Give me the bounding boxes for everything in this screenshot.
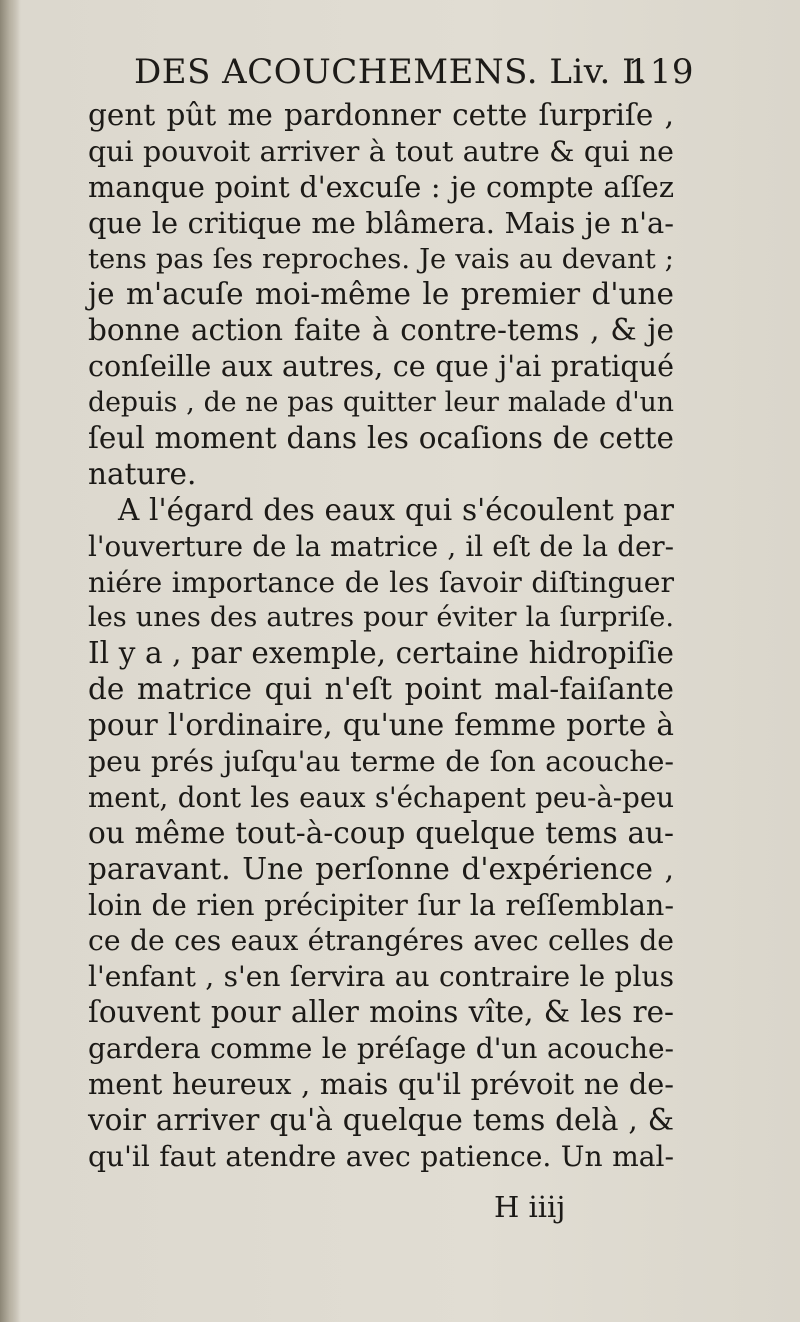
text-line: paravant. Une perſonne d'expérience , (88, 851, 674, 886)
text-line: qui pouvoit arriver à tout autre & qui ne (88, 134, 674, 168)
text-line: que le critique me blâmera. Mais je n'a- (88, 205, 674, 240)
text-line: pour l'ordinaire, qu'une femme porte à (88, 708, 674, 743)
text-line: gent pût me pardonner cette ſurpriſe , (88, 98, 674, 132)
page-number: 119 (627, 52, 694, 92)
text-line: de matrice qui n'eſt point mal-faiſante (88, 672, 674, 707)
text-line: les unes des autres pour éviter la ſurpriſe. (88, 602, 674, 634)
text-line: loin de rien précipiter ſur la reſſemblan- (88, 887, 674, 922)
running-title: DES ACOUCHEMENS. Liv. I. (134, 52, 648, 92)
paragraph-start-line: A l'égard des eaux qui s'écoulent par (118, 492, 674, 527)
text-line: conſeille aux autres, ce que j'ai pratiqué (88, 349, 674, 384)
text-line: Il y a , par exemple, certaine hidropiſie (88, 636, 674, 671)
text-line: gardera comme le préſage d'un acouche- (88, 1032, 674, 1066)
running-header (134, 52, 694, 100)
text-line: niére importance de les ſavoir diſtinguer (88, 565, 674, 599)
text-line: tens pas ſes reproches. Je vais au devant ; (88, 243, 674, 275)
text-line: peu prés juſqu'au terme de ſon acouche- (88, 745, 674, 779)
text-line: ment, dont les eaux s'échapent peu-à-peu (88, 780, 674, 814)
text-line: voir arriver qu'à quelque tems delà , & (88, 1102, 674, 1137)
signature-mark: H iiij (494, 1190, 566, 1224)
page-gutter-shadow (0, 0, 20, 1322)
text-line: l'enfant , s'en ſervira au contraire le plus (88, 960, 674, 994)
text-line: l'ouverture de la matrice , il eſt de la der- (88, 529, 674, 563)
text-line: bonne action faite à contre-tems , & je (88, 313, 674, 348)
text-line: ment heureux , mais qu'il prévoit ne de- (88, 1067, 674, 1102)
text-line: depuis , de ne pas quitter leur malade d'un (88, 387, 674, 419)
paragraph-end-line: nature. (88, 456, 197, 491)
text-line: qu'il faut atendre avec patience. Un mal- (88, 1139, 674, 1173)
text-line: ſeul moment dans les ocaſions de cette (88, 421, 674, 456)
text-line: manque point d'excuſe : je compte aſſez (88, 169, 674, 204)
text-line: je m'acuſe moi-même le premier d'une (88, 277, 674, 312)
text-line: ce de ces eaux étrangéres avec celles de (88, 924, 674, 958)
text-line: ou même tout-à-coup quelque tems au- (88, 815, 674, 850)
text-line: ſouvent pour aller moins vîte, & les re- (88, 995, 674, 1030)
body-text (88, 98, 674, 1175)
